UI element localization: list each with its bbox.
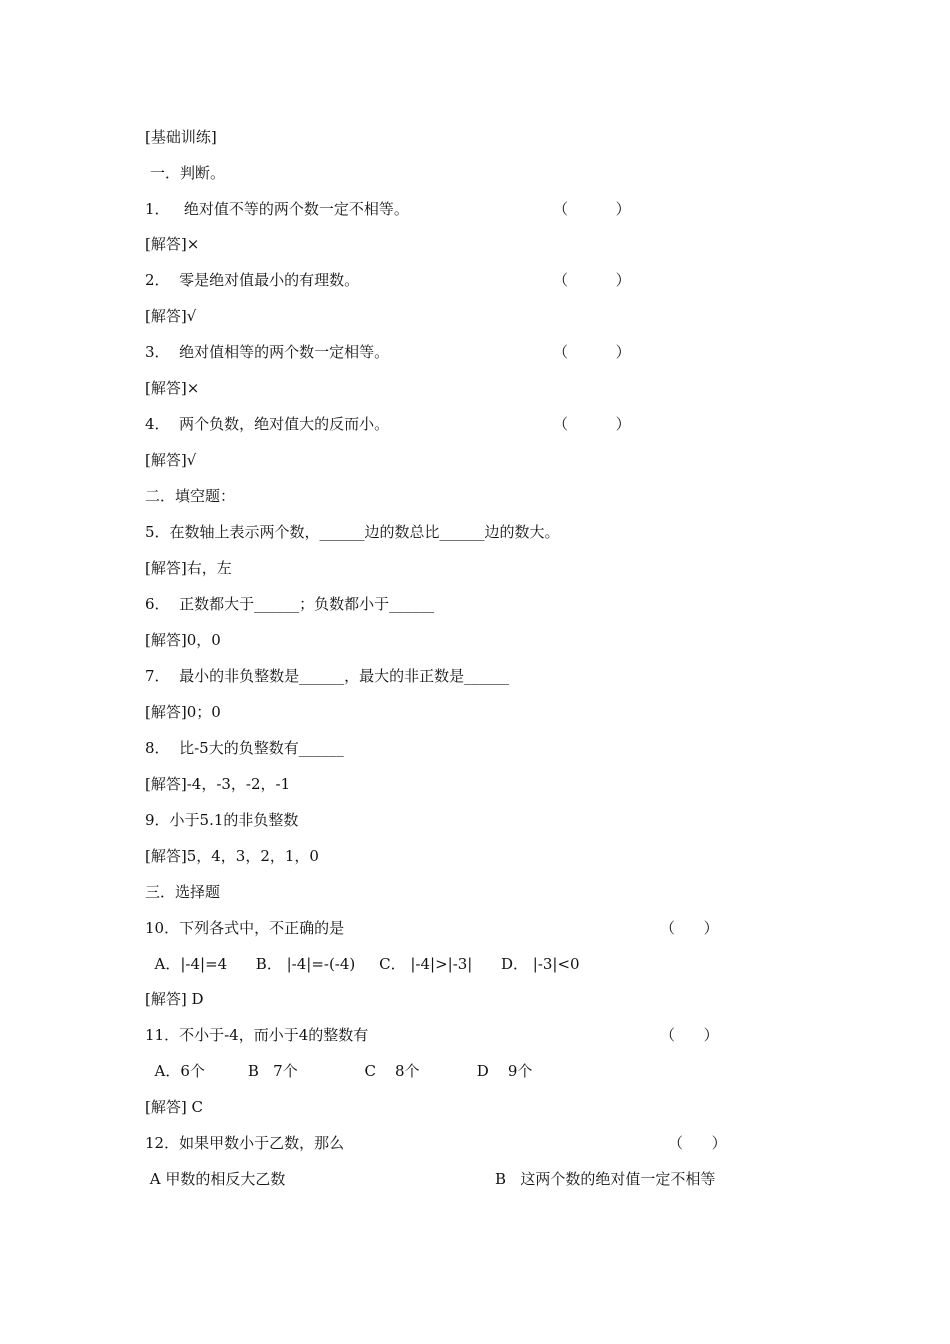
- question-11: 11．不小于-4，而小于4的整数有: [145, 1026, 369, 1044]
- question-3: 3． 绝对值相等的两个数一定相等。: [145, 343, 390, 361]
- question-8: 8． 比-5大的负整数有______: [145, 739, 344, 757]
- section-heading: [基础训练]: [145, 128, 217, 146]
- answer-blank-10: （ ）: [660, 919, 719, 937]
- question-12: 12．如果甲数小于乙数，那么: [145, 1134, 345, 1152]
- answer-8: [解答]-4，-3，-2，-1: [145, 775, 291, 793]
- answer-blank-2: （ ）: [553, 271, 631, 289]
- answer-11: [解答] C: [145, 1098, 203, 1116]
- answer-7: [解答]0；0: [145, 703, 221, 721]
- section-title-choice: 三．选择题: [145, 883, 221, 901]
- answer-2: [解答]√: [145, 307, 197, 325]
- answer-3: [解答]×: [145, 379, 200, 397]
- answer-blank-12: （ ）: [668, 1134, 727, 1152]
- answer-1: [解答]×: [145, 235, 200, 253]
- section-title-fill: 二．填空题：: [145, 487, 236, 505]
- question-9: 9．小于5.1的非负整数: [145, 811, 299, 829]
- question-12-option-b: B 这两个数的绝对值一定不相等: [495, 1170, 716, 1188]
- question-6: 6． 正数都大于______；负数都小于______: [145, 595, 435, 613]
- section-title-judge: 一．判断。: [150, 164, 226, 182]
- question-1: 1． 绝对值不等的两个数一定不相等。: [145, 200, 409, 218]
- question-4: 4． 两个负数，绝对值大的反而小。: [145, 415, 390, 433]
- question-7: 7． 最小的非负整数是______，最大的非正数是______: [145, 667, 510, 685]
- answer-blank-11: （ ）: [660, 1026, 719, 1044]
- answer-blank-4: （ ）: [553, 415, 631, 433]
- answer-10: [解答] D: [145, 990, 204, 1008]
- answer-9: [解答]5，4，3，2，1，0: [145, 847, 319, 865]
- answer-4: [解答]√: [145, 451, 197, 469]
- question-12-option-a: A 甲数的相反大乙数: [145, 1170, 286, 1188]
- answer-blank-3: （ ）: [553, 343, 631, 361]
- question-10: 10．下列各式中，不正确的是: [145, 919, 345, 937]
- question-2: 2． 零是绝对值最小的有理数。: [145, 271, 360, 289]
- question-5: 5．在数轴上表示两个数，______边的数总比______边的数大。: [145, 523, 560, 541]
- answer-blank-1: （ ）: [553, 200, 631, 218]
- answer-5: [解答]右，左: [145, 559, 232, 577]
- question-11-options: A．6个 B 7个 C 8个 D 9个: [145, 1062, 533, 1080]
- question-10-options: A．|-4|=4 B． |-4|=-(-4) C． |-4|>|-3| D． |-3|<0: [145, 955, 580, 973]
- answer-6: [解答]0，0: [145, 631, 221, 649]
